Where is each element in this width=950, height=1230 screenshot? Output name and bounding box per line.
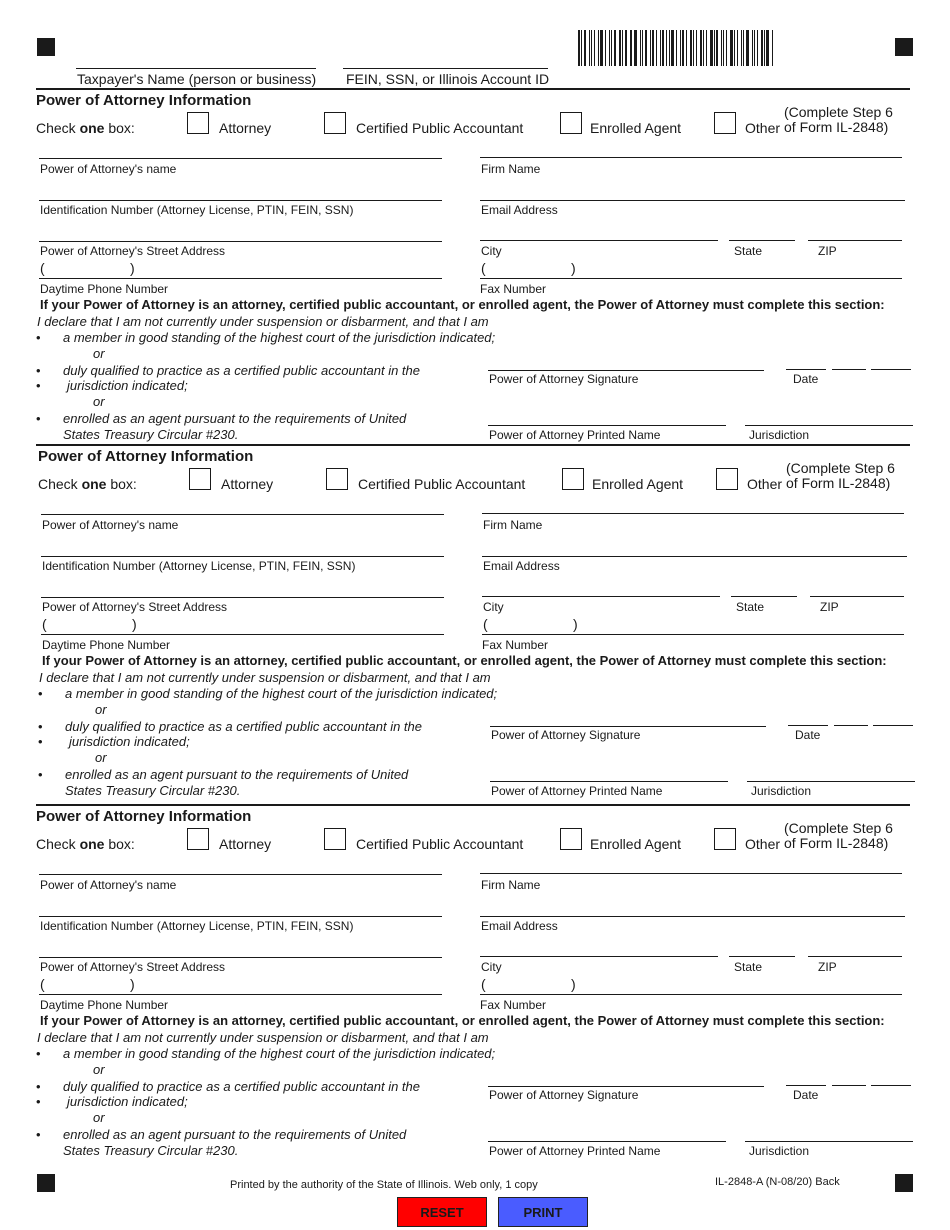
signature-label: Power of Attorney Signature xyxy=(489,1088,639,1102)
section-title: Power of Attorney Information xyxy=(38,448,254,465)
street-address-label: Power of Attorney's Street Address xyxy=(42,600,228,614)
fax-paren-close: ) xyxy=(571,260,576,276)
enrolled-agent-checkbox[interactable] xyxy=(560,828,582,850)
complete-step-note-1: (Complete Step 6 xyxy=(784,820,893,836)
declaration-intro: I declare that I am not currently under suspension or disbarment, and that I am xyxy=(39,670,491,685)
option-attorney: Attorney xyxy=(221,476,274,492)
declaration-bullet-2a: duly qualified to practice as a certified public accountant in the xyxy=(63,1079,420,1094)
printed-name-label: Power of Attorney Printed Name xyxy=(491,784,663,798)
option-other: Other xyxy=(747,476,783,492)
signature-label: Power of Attorney Signature xyxy=(489,372,639,386)
cpa-checkbox[interactable] xyxy=(326,468,348,490)
firm-name-label: Firm Name xyxy=(483,518,543,532)
poa-name-label: Power of Attorney's name xyxy=(40,162,177,176)
city-label: City xyxy=(483,600,504,614)
declaration-heading: If your Power of Attorney is an attorney, certified public accountant, or enrolled agent, the Power of Attorney must complete this section: xyxy=(40,1013,885,1028)
zip-label: ZIP xyxy=(818,960,837,974)
declaration-heading: If your Power of Attorney is an attorney, certified public accountant, or enrolled agent, the Power of Attorney must complete this section: xyxy=(40,297,885,312)
declaration-bullet-1: a member in good standing of the highest court of the jurisdiction indicated; xyxy=(65,686,498,701)
state-label: State xyxy=(734,960,763,974)
street-address-field[interactable] xyxy=(39,957,442,958)
cpa-checkbox[interactable] xyxy=(324,828,346,850)
option-other: Other xyxy=(745,120,781,136)
id-number-label: Identification Number (Attorney License, PTIN, FEIN, SSN) xyxy=(40,919,354,933)
fax-paren-close: ) xyxy=(573,616,578,632)
firm-name-field[interactable] xyxy=(480,873,902,874)
complete-step-note-2: of Form IL-2848) xyxy=(784,119,889,135)
jurisdiction-label: Jurisdiction xyxy=(749,1144,810,1158)
reset-button[interactable]: RESET xyxy=(397,1197,487,1227)
other-checkbox[interactable] xyxy=(714,828,736,850)
attorney-checkbox[interactable] xyxy=(187,828,209,850)
declaration-bullet-3a: enrolled as an agent pursuant to the requirements of United xyxy=(63,1127,407,1142)
enrolled-agent-checkbox[interactable] xyxy=(560,112,582,134)
poa-name-field[interactable] xyxy=(41,514,444,515)
date-label: Date xyxy=(795,728,821,742)
zip-label: ZIP xyxy=(820,600,839,614)
form-id: IL-2848-A (N-08/20) Back xyxy=(715,1176,840,1188)
phone-label: Daytime Phone Number xyxy=(40,282,169,296)
fein-label: FEIN, SSN, or Illinois Account ID xyxy=(346,71,550,87)
declaration-bullet-1: a member in good standing of the highest court of the jurisdiction indicated; xyxy=(63,330,496,345)
street-address-field[interactable] xyxy=(41,597,444,598)
fax-label: Fax Number xyxy=(480,282,547,296)
signature-label: Power of Attorney Signature xyxy=(491,728,641,742)
jurisdiction-label: Jurisdiction xyxy=(751,784,812,798)
check-one-label: Check one box: xyxy=(36,836,135,852)
bullet: • xyxy=(38,734,43,749)
jurisdiction-field[interactable] xyxy=(745,1141,913,1142)
poa-name-label: Power of Attorney's name xyxy=(40,878,177,892)
phone-field[interactable] xyxy=(39,278,442,279)
zip-label: ZIP xyxy=(818,244,837,258)
declaration-bullet-2b: jurisdiction indicated; xyxy=(69,734,190,749)
bullet: • xyxy=(38,767,43,782)
other-checkbox[interactable] xyxy=(714,112,736,134)
check-one-label: Check one box: xyxy=(38,476,137,492)
declaration-heading: If your Power of Attorney is an attorney, certified public accountant, or enrolled agent, the Power of Attorney must complete this section: xyxy=(42,653,887,668)
check-one-label: Check one box: xyxy=(36,120,135,136)
declaration-intro: I declare that I am not currently under suspension or disbarment, and that I am xyxy=(37,314,489,329)
taxpayer-name-label: Taxpayer's Name (person or business) xyxy=(77,71,317,87)
section-divider xyxy=(36,444,910,446)
signature-field[interactable] xyxy=(488,1086,764,1087)
poa-name-field[interactable] xyxy=(39,158,442,159)
complete-step-note-1: (Complete Step 6 xyxy=(784,104,893,120)
state-field[interactable] xyxy=(731,596,797,597)
option-enrolled-agent: Enrolled Agent xyxy=(590,120,682,136)
phone-field[interactable] xyxy=(41,634,444,635)
declaration-or-1: or xyxy=(93,346,105,361)
email-label: Email Address xyxy=(481,919,558,933)
date-label: Date xyxy=(793,372,819,386)
state-field[interactable] xyxy=(729,240,795,241)
phone-paren-open: ( xyxy=(40,260,45,276)
fax-field[interactable] xyxy=(480,994,902,995)
option-other: Other xyxy=(745,836,781,852)
date-year-field[interactable] xyxy=(871,1085,911,1086)
declaration-or-2: or xyxy=(93,1110,105,1125)
fax-paren-open: ( xyxy=(481,976,486,992)
declaration-bullet-2a: duly qualified to practice as a certified public accountant in the xyxy=(65,719,422,734)
fax-field[interactable] xyxy=(482,634,904,635)
email-label: Email Address xyxy=(481,203,558,217)
city-field[interactable] xyxy=(482,596,720,597)
poa-section xyxy=(0,716,950,1158)
cpa-checkbox[interactable] xyxy=(324,112,346,134)
section-title: Power of Attorney Information xyxy=(36,808,252,825)
poa-name-label: Power of Attorney's name xyxy=(42,518,179,532)
registration-mark-icon xyxy=(895,1174,913,1192)
attorney-checkbox[interactable] xyxy=(189,468,211,490)
declaration-or-1: or xyxy=(93,1062,105,1077)
declaration-bullet-3b: States Treasury Circular #230. xyxy=(63,1143,239,1158)
bullet: • xyxy=(36,1046,41,1061)
section-title: Power of Attorney Information xyxy=(36,92,252,109)
phone-paren-close: ) xyxy=(130,976,135,992)
phone-paren-open: ( xyxy=(42,616,47,632)
firm-name-field[interactable] xyxy=(480,157,902,158)
email-field[interactable] xyxy=(482,556,907,557)
declaration-or-2: or xyxy=(93,394,105,409)
printed-name-field[interactable] xyxy=(488,1141,726,1142)
declaration-bullet-2b: jurisdiction indicated; xyxy=(67,1094,188,1109)
date-label: Date xyxy=(793,1088,819,1102)
zip-field[interactable] xyxy=(810,596,904,597)
fax-paren-open: ( xyxy=(481,260,486,276)
printed-by-note: Printed by the authority of the State of Illinois. Web only, 1 copy xyxy=(230,1179,538,1191)
email-field[interactable] xyxy=(480,200,905,201)
declaration-intro: I declare that I am not currently under suspension or disbarment, and that I am xyxy=(37,1030,489,1045)
declaration-bullet-1: a member in good standing of the highest court of the jurisdiction indicated; xyxy=(63,1046,496,1061)
section-divider xyxy=(36,804,910,806)
state-label: State xyxy=(736,600,765,614)
fax-label: Fax Number xyxy=(480,998,547,1012)
phone-label: Daytime Phone Number xyxy=(40,998,169,1012)
option-enrolled-agent: Enrolled Agent xyxy=(590,836,682,852)
state-label: State xyxy=(734,244,763,258)
printed-name-label: Power of Attorney Printed Name xyxy=(489,1144,661,1158)
declaration-or-1: or xyxy=(95,702,107,717)
poa-section xyxy=(0,0,950,442)
bullet: • xyxy=(36,363,41,378)
email-label: Email Address xyxy=(483,559,560,573)
complete-step-note-2: of Form IL-2848) xyxy=(784,835,889,851)
phone-paren-close: ) xyxy=(132,616,137,632)
street-address-field[interactable] xyxy=(39,241,442,242)
phone-paren-open: ( xyxy=(40,976,45,992)
bullet: • xyxy=(36,1094,41,1109)
state-field[interactable] xyxy=(729,956,795,957)
id-number-field[interactable] xyxy=(39,916,442,917)
bullet: • xyxy=(36,378,41,393)
id-number-field[interactable] xyxy=(39,200,442,201)
zip-field[interactable] xyxy=(808,956,902,957)
other-checkbox[interactable] xyxy=(716,468,738,490)
bullet: • xyxy=(36,1127,41,1142)
option-cpa: Certified Public Accountant xyxy=(356,836,524,852)
email-field[interactable] xyxy=(480,916,905,917)
city-field[interactable] xyxy=(480,956,718,957)
id-number-label: Identification Number (Attorney License, PTIN, FEIN, SSN) xyxy=(40,203,354,217)
bullet: • xyxy=(36,411,41,426)
fax-label: Fax Number xyxy=(482,638,549,652)
option-cpa: Certified Public Accountant xyxy=(358,476,526,492)
phone-label: Daytime Phone Number xyxy=(42,638,171,652)
fax-paren-open: ( xyxy=(483,616,488,632)
option-cpa: Certified Public Accountant xyxy=(356,120,524,136)
option-attorney: Attorney xyxy=(219,836,272,852)
street-address-label: Power of Attorney's Street Address xyxy=(40,960,226,974)
city-field[interactable] xyxy=(480,240,718,241)
firm-name-field[interactable] xyxy=(482,513,904,514)
bullet: • xyxy=(36,330,41,345)
id-number-label: Identification Number (Attorney License, PTIN, FEIN, SSN) xyxy=(42,559,356,573)
date-month-field[interactable] xyxy=(786,1085,826,1086)
id-number-field[interactable] xyxy=(41,556,444,557)
fax-field[interactable] xyxy=(480,278,902,279)
declaration-or-2: or xyxy=(95,750,107,765)
city-label: City xyxy=(481,244,502,258)
enrolled-agent-checkbox[interactable] xyxy=(562,468,584,490)
declaration-bullet-3b: States Treasury Circular #230. xyxy=(65,783,241,798)
fax-paren-close: ) xyxy=(571,976,576,992)
section-divider xyxy=(36,88,910,90)
phone-paren-close: ) xyxy=(130,260,135,276)
complete-step-note-2: of Form IL-2848) xyxy=(786,475,891,491)
declaration-bullet-2b: jurisdiction indicated; xyxy=(67,378,188,393)
jurisdiction-label: Jurisdiction xyxy=(749,428,810,442)
firm-name-label: Firm Name xyxy=(481,878,541,892)
poa-name-field[interactable] xyxy=(39,874,442,875)
option-attorney: Attorney xyxy=(219,120,272,136)
declaration-bullet-3a: enrolled as an agent pursuant to the requirements of United xyxy=(65,767,409,782)
city-label: City xyxy=(481,960,502,974)
bullet: • xyxy=(38,719,43,734)
bullet: • xyxy=(38,686,43,701)
street-address-label: Power of Attorney's Street Address xyxy=(40,244,226,258)
print-button[interactable]: PRINT xyxy=(498,1197,588,1227)
bullet: • xyxy=(36,1079,41,1094)
complete-step-note-1: (Complete Step 6 xyxy=(786,460,895,476)
attorney-checkbox[interactable] xyxy=(187,112,209,134)
phone-field[interactable] xyxy=(39,994,442,995)
declaration-bullet-2a: duly qualified to practice as a certified public accountant in the xyxy=(63,363,420,378)
printed-name-label: Power of Attorney Printed Name xyxy=(489,428,661,442)
firm-name-label: Firm Name xyxy=(481,162,541,176)
poa-section xyxy=(0,356,950,798)
declaration-bullet-3b: States Treasury Circular #230. xyxy=(63,427,239,442)
option-enrolled-agent: Enrolled Agent xyxy=(592,476,684,492)
registration-mark-icon xyxy=(37,1174,55,1192)
declaration-bullet-3a: enrolled as an agent pursuant to the requirements of United xyxy=(63,411,407,426)
date-day-field[interactable] xyxy=(832,1085,866,1086)
zip-field[interactable] xyxy=(808,240,902,241)
